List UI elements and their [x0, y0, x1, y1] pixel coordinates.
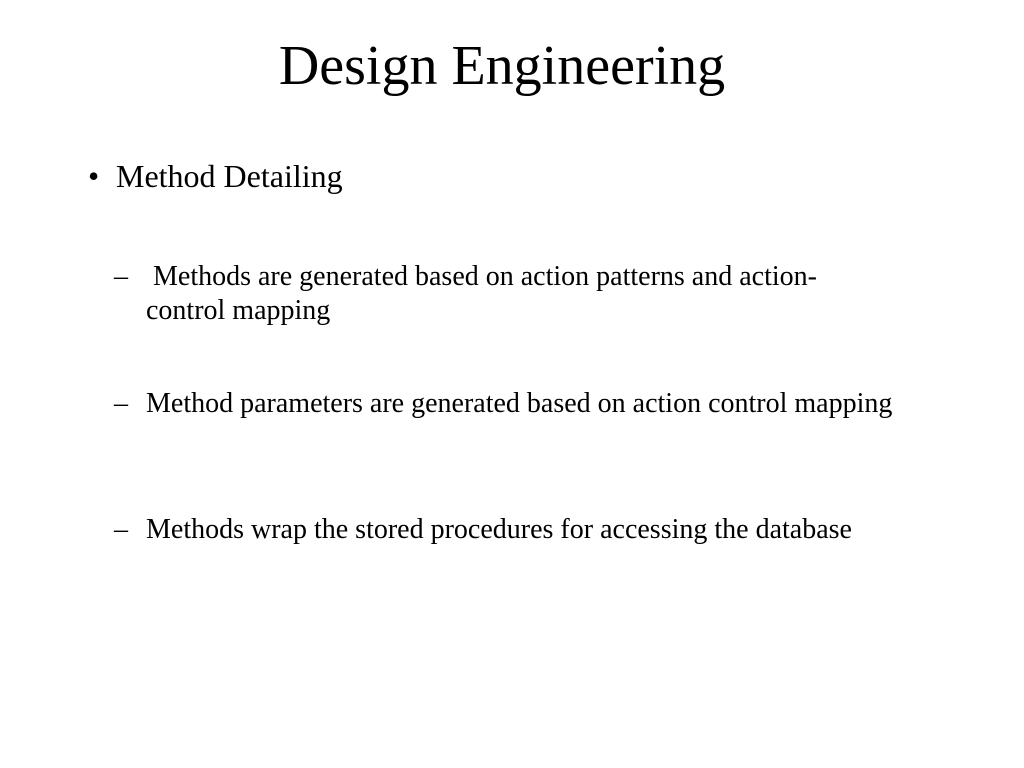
- sub-item: [114, 387, 894, 421]
- bullet-marker: •: [88, 158, 100, 194]
- bullet-item: [88, 156, 343, 196]
- sub-item-text: Method parameters are generated based on action control mapping: [146, 388, 893, 419]
- sub-item: [114, 513, 894, 547]
- slide-title: Design Engineering: [278, 35, 726, 97]
- dash-marker: –: [114, 514, 128, 545]
- dash-marker: –: [114, 261, 128, 292]
- sub-item: [114, 260, 894, 328]
- sub-item-text: Methods wrap the stored procedures for accessing the database: [146, 514, 852, 545]
- sub-item-text: Methods are generated based on action patterns and action-control mapping: [146, 261, 817, 326]
- dash-marker: –: [114, 388, 128, 419]
- bullet-text: Method Detailing: [116, 158, 343, 194]
